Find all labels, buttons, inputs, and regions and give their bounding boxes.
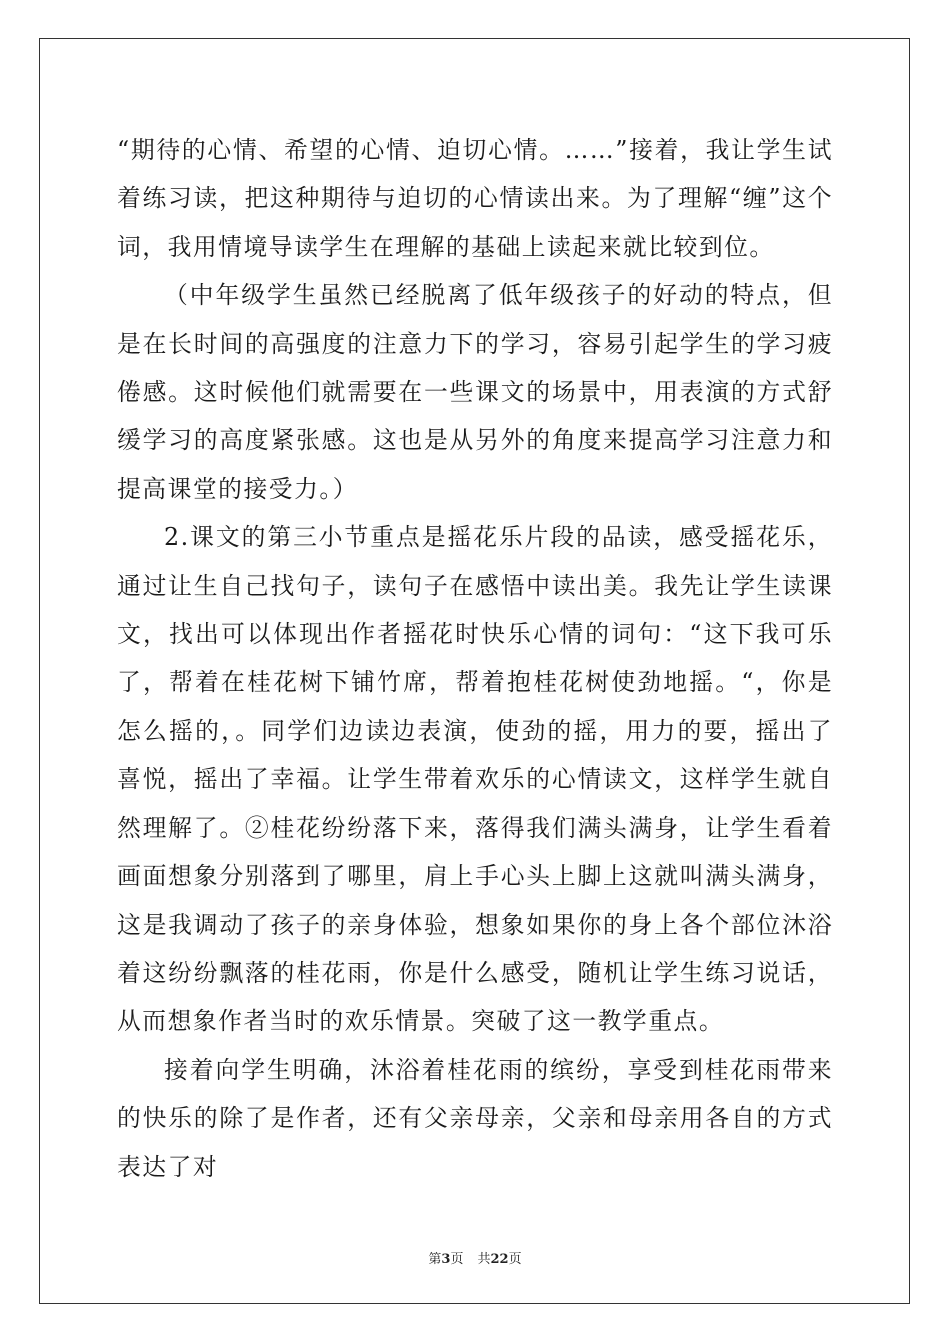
paragraph-2: （中年级学生虽然已经脱离了低年级孩子的好动的特点，但是在长时间的高强度的注意力下的学习，容易引起学生的学习疲倦感。这时候他们就需要在一些课文的场景中，用表演的方式舒缓学习的高度紧张感。这也是从另外的角度来提高学习注意力和提高课堂的接受力。） <box>117 281 833 503</box>
footer-total-prefix: 共 <box>477 1252 491 1267</box>
document-body <box>117 126 833 1191</box>
footer-page-prefix: 第 <box>428 1252 442 1267</box>
paragraph-4: 接着向学生明确，沐浴着桂花雨的缤纷，享受到桂花雨带来的快乐的除了是作者，还有父亲母亲，父亲和母亲用各自的方式表达了对 <box>117 1055 833 1181</box>
paragraph-3: 2.课文的第三小节重点是摇花乐片段的品读，感受摇花乐，通过让生自己找句子，读句子在感悟中读出美。我先让学生读课文，找出可以体现出作者摇花时快乐心情的词句：“这下我可乐了，帮着在桂花树下铺竹席，帮着抱桂花树使劲地摇。“，你是怎么摇的，。同学们边读边表演，使劲的摇，用力的要，摇出了喜悦，摇出了幸福。让学生带着欢乐的心情读文，这样学生就自然理解了。②桂花纷纷落下来，落得我们满头满身，让学生看着画面想象分别落到了哪里，肩上手心头上脚上这就叫满头满身，这是我调动了孩子的亲身体验，想象如果你的身上各个部位沐浴着这纷纷飘落的桂花雨，你是什么感受，随机让学生练习说话，从而想象作者当时的欢乐情景。突破了这一教学重点。 <box>117 523 833 1036</box>
page-footer <box>0 1248 950 1267</box>
footer-total-pages: 22 <box>490 1252 509 1267</box>
paragraph-1: “期待的心情、希望的心情、迫切心情。……”接着，我让学生试着练习读，把这种期待与迫切的心情读出来。为了理解“缠”这个词，我用情境导读学生在理解的基础上读起来就比较到位。 <box>117 136 833 261</box>
footer-page-word: 页 <box>450 1252 464 1267</box>
footer-current-page: 3 <box>441 1252 451 1267</box>
footer-total-suffix: 页 <box>508 1252 522 1267</box>
